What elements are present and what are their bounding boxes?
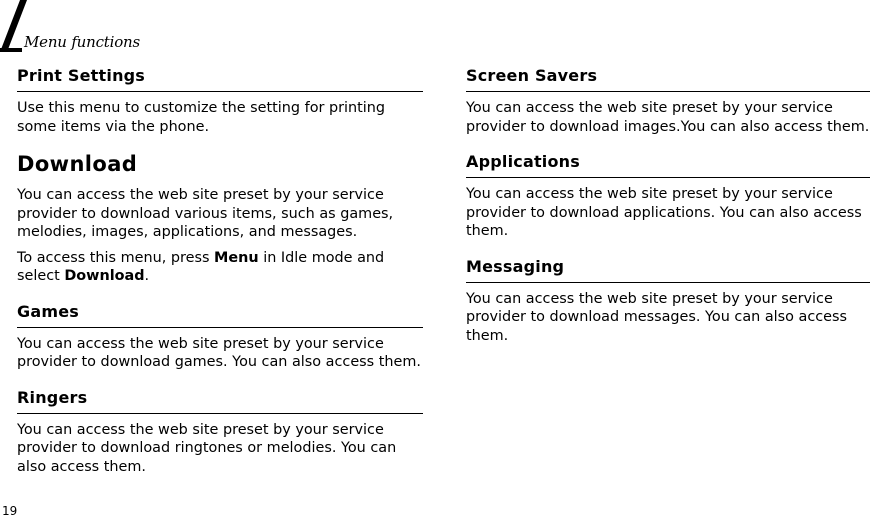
games-heading: Games: [17, 302, 423, 328]
header-title: Menu functions: [24, 33, 141, 51]
access-download-keyword: Download: [64, 268, 145, 284]
ringers-heading: Ringers: [17, 388, 423, 414]
left-column: [17, 66, 423, 476]
messaging-heading: Messaging: [466, 257, 870, 283]
screen-savers-body: You can access the web site preset by your service provider to download images.You can also access them.: [466, 100, 870, 135]
messaging-body: You can access the web site preset by your service provider to download messages. You can also access them.: [466, 290, 848, 344]
download-access-instructions: [17, 249, 423, 286]
download-heading: Download: [17, 152, 138, 176]
print-settings-body: Use this menu to customize the setting for printing some items via the phone.: [17, 100, 386, 135]
games-body: You can access the web site preset by your service provider to download games. You can also access them.: [17, 335, 421, 370]
access-prefix: To access this menu, press: [17, 249, 215, 266]
ringers-body: You can access the web site preset by your service provider to download ringtones or melodies. You can also access them.: [17, 421, 397, 475]
screen-savers-heading: Screen Savers: [466, 66, 870, 92]
print-settings-heading: Print Settings: [17, 66, 423, 92]
page-number: 19: [2, 504, 18, 518]
applications-body: You can access the web site preset by your service provider to download applications. You can also access them.: [466, 186, 862, 239]
right-column: [466, 66, 870, 345]
access-middle: in Idle mode and select: [17, 249, 385, 284]
download-body: You can access the web site preset by your service provider to download various items, such as games, melodies, images, applications, and messages.: [17, 187, 394, 240]
access-end: .: [144, 268, 150, 284]
access-menu-keyword: Menu: [214, 249, 259, 266]
applications-heading: Applications: [466, 152, 870, 178]
